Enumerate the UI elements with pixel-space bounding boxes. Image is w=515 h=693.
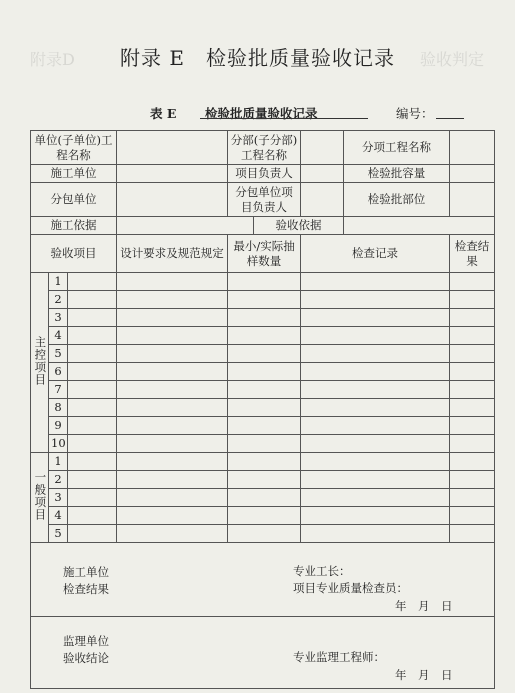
project-leader-value[interactable] bbox=[301, 165, 344, 183]
acceptance-basis-label: 验收依据 bbox=[254, 217, 344, 235]
row-number: 5 bbox=[49, 525, 68, 543]
table-number: 表 E bbox=[150, 106, 177, 121]
design-cell[interactable] bbox=[117, 471, 228, 489]
row-number: 9 bbox=[49, 417, 68, 435]
item-cell[interactable] bbox=[68, 489, 117, 507]
unit-project-value[interactable] bbox=[117, 131, 228, 165]
sub-project-label: 分部(子分部)工程名称 bbox=[228, 131, 301, 165]
info-row-basis bbox=[31, 217, 495, 235]
record-cell[interactable] bbox=[301, 345, 450, 363]
design-cell[interactable] bbox=[117, 435, 228, 453]
item-cell[interactable] bbox=[68, 309, 117, 327]
row-number: 1 bbox=[49, 453, 68, 471]
sample-cell[interactable] bbox=[228, 291, 301, 309]
record-cell[interactable] bbox=[301, 399, 450, 417]
table-name-underline bbox=[200, 118, 368, 119]
column-header-row bbox=[31, 235, 495, 273]
main-control-row bbox=[31, 345, 495, 363]
design-cell[interactable] bbox=[117, 489, 228, 507]
sample-cell[interactable] bbox=[228, 507, 301, 525]
construction-unit-value[interactable] bbox=[117, 165, 228, 183]
design-cell[interactable] bbox=[117, 327, 228, 345]
main-control-label-cell bbox=[31, 273, 49, 453]
construction-basis-label: 施工依据 bbox=[31, 217, 117, 235]
item-cell[interactable] bbox=[68, 525, 117, 543]
main-control-row bbox=[31, 363, 495, 381]
item-cell[interactable] bbox=[68, 327, 117, 345]
subcontractor-label: 分包单位 bbox=[31, 183, 117, 217]
sample-cell[interactable] bbox=[228, 363, 301, 381]
result-cell[interactable] bbox=[450, 435, 495, 453]
row-number: 4 bbox=[49, 507, 68, 525]
result-cell[interactable] bbox=[450, 291, 495, 309]
supervision-unit-label: 监理单位 bbox=[63, 634, 109, 648]
main-control-row bbox=[31, 309, 495, 327]
bleed-through-text-right: 验收判定 bbox=[420, 50, 485, 69]
main-control-row bbox=[31, 327, 495, 345]
row-number: 6 bbox=[49, 363, 68, 381]
row-number: 2 bbox=[49, 471, 68, 489]
main-control-row bbox=[31, 381, 495, 399]
sample-cell[interactable] bbox=[228, 471, 301, 489]
sample-cell[interactable] bbox=[228, 489, 301, 507]
construction-unit-sig-label: 施工单位 bbox=[63, 565, 109, 579]
general-row bbox=[31, 507, 495, 525]
main-control-row bbox=[31, 291, 495, 309]
quality-inspector-label: 项目专业质量检查员： bbox=[293, 581, 408, 595]
result-cell[interactable] bbox=[450, 399, 495, 417]
result-cell[interactable] bbox=[450, 453, 495, 471]
construction-date: 年 月 日 bbox=[395, 599, 453, 613]
info-row-subcontractor bbox=[31, 183, 495, 217]
general-row bbox=[31, 525, 495, 543]
design-cell[interactable] bbox=[117, 291, 228, 309]
general-label-cell bbox=[31, 453, 49, 543]
table-name: 检验批质量验收记录 bbox=[205, 106, 318, 121]
item-cell[interactable] bbox=[68, 273, 117, 291]
item-cell[interactable] bbox=[68, 471, 117, 489]
design-cell[interactable] bbox=[117, 345, 228, 363]
result-cell[interactable] bbox=[450, 381, 495, 399]
record-cell[interactable] bbox=[301, 327, 450, 345]
sub-project-leader-label: 分包单位项目负责人 bbox=[228, 183, 301, 217]
row-number: 10 bbox=[49, 435, 68, 453]
design-cell[interactable] bbox=[117, 273, 228, 291]
item-cell[interactable] bbox=[68, 417, 117, 435]
record-cell[interactable] bbox=[301, 453, 450, 471]
design-cell[interactable] bbox=[117, 363, 228, 381]
col-result: 检查结果 bbox=[450, 235, 495, 273]
design-cell[interactable] bbox=[117, 417, 228, 435]
general-row bbox=[31, 453, 495, 471]
main-control-row bbox=[31, 435, 495, 453]
item-cell[interactable] bbox=[68, 399, 117, 417]
row-number: 4 bbox=[49, 327, 68, 345]
result-cell[interactable] bbox=[450, 525, 495, 543]
main-control-row bbox=[31, 273, 495, 291]
sample-cell[interactable] bbox=[228, 435, 301, 453]
supervision-date: 年 月 日 bbox=[395, 668, 453, 682]
sub-project-value[interactable] bbox=[301, 131, 344, 165]
design-cell[interactable] bbox=[117, 525, 228, 543]
record-cell[interactable] bbox=[301, 525, 450, 543]
main-control-row bbox=[31, 417, 495, 435]
info-row-project bbox=[31, 131, 495, 165]
record-cell[interactable] bbox=[301, 363, 450, 381]
construction-unit-label: 施工单位 bbox=[31, 165, 117, 183]
page-title: 附录 E 检验批质量验收记录 bbox=[120, 46, 395, 70]
item-project-label: 分项工程名称 bbox=[344, 131, 450, 165]
construction-signature-row bbox=[31, 543, 495, 617]
batch-capacity-value[interactable] bbox=[450, 165, 495, 183]
design-cell[interactable] bbox=[117, 309, 228, 327]
item-project-value[interactable] bbox=[450, 131, 495, 165]
subcontractor-value[interactable] bbox=[117, 183, 228, 217]
record-cell[interactable] bbox=[301, 417, 450, 435]
row-number: 3 bbox=[49, 489, 68, 507]
result-cell[interactable] bbox=[450, 507, 495, 525]
item-cell[interactable] bbox=[68, 291, 117, 309]
code-label: 编号： bbox=[396, 106, 434, 121]
table-caption bbox=[0, 104, 515, 122]
general-row bbox=[31, 471, 495, 489]
general-row bbox=[31, 489, 495, 507]
item-cell[interactable] bbox=[68, 381, 117, 399]
sample-cell[interactable] bbox=[228, 345, 301, 363]
foreman-label: 专业工长： bbox=[293, 564, 351, 578]
info-row-construction bbox=[31, 165, 495, 183]
item-cell[interactable] bbox=[68, 507, 117, 525]
supervision-signature-cell[interactable] bbox=[31, 617, 495, 689]
result-cell[interactable] bbox=[450, 345, 495, 363]
record-cell[interactable] bbox=[301, 435, 450, 453]
sample-cell[interactable] bbox=[228, 453, 301, 471]
check-result-label: 检查结果 bbox=[63, 582, 109, 596]
row-number: 2 bbox=[49, 291, 68, 309]
col-record: 检查记录 bbox=[301, 235, 450, 273]
record-cell[interactable] bbox=[301, 507, 450, 525]
result-cell[interactable] bbox=[450, 363, 495, 381]
batch-location-value[interactable] bbox=[450, 183, 495, 217]
item-cell[interactable] bbox=[68, 453, 117, 471]
record-cell[interactable] bbox=[301, 471, 450, 489]
code-field[interactable] bbox=[436, 118, 464, 119]
row-number: 3 bbox=[49, 309, 68, 327]
construction-signature-cell[interactable] bbox=[31, 543, 495, 617]
sub-project-leader-value[interactable] bbox=[301, 183, 344, 217]
row-number: 8 bbox=[49, 399, 68, 417]
row-number: 1 bbox=[49, 273, 68, 291]
result-cell[interactable] bbox=[450, 489, 495, 507]
supervision-engineer-label: 专业监理工程师： bbox=[293, 650, 385, 664]
row-number: 7 bbox=[49, 381, 68, 399]
record-cell[interactable] bbox=[301, 291, 450, 309]
item-cell[interactable] bbox=[68, 435, 117, 453]
sample-cell[interactable] bbox=[228, 525, 301, 543]
result-cell[interactable] bbox=[450, 273, 495, 291]
design-cell[interactable] bbox=[117, 453, 228, 471]
design-cell[interactable] bbox=[117, 507, 228, 525]
row-number: 5 bbox=[49, 345, 68, 363]
acceptance-basis-value[interactable] bbox=[344, 217, 495, 235]
batch-capacity-label: 检验批容量 bbox=[344, 165, 450, 183]
design-cell[interactable] bbox=[117, 381, 228, 399]
sample-cell[interactable] bbox=[228, 273, 301, 291]
bleed-through-text-left: 附录D bbox=[30, 50, 75, 69]
sample-cell[interactable] bbox=[228, 399, 301, 417]
batch-location-label: 检验批部位 bbox=[344, 183, 450, 217]
result-cell[interactable] bbox=[450, 417, 495, 435]
sample-cell[interactable] bbox=[228, 327, 301, 345]
sample-cell[interactable] bbox=[228, 381, 301, 399]
main-control-label: 主控项目 bbox=[33, 335, 48, 386]
main-control-row bbox=[31, 399, 495, 417]
col-item: 验收项目 bbox=[31, 235, 117, 273]
col-sample: 最小/实际抽样数量 bbox=[228, 235, 301, 273]
inspection-batch-form bbox=[30, 130, 495, 689]
acceptance-conclusion-label: 验收结论 bbox=[63, 651, 109, 665]
record-cell[interactable] bbox=[301, 381, 450, 399]
construction-basis-value[interactable] bbox=[117, 217, 254, 235]
design-cell[interactable] bbox=[117, 399, 228, 417]
col-design: 设计要求及规范规定 bbox=[117, 235, 228, 273]
general-label: 一般项目 bbox=[33, 470, 48, 521]
sample-cell[interactable] bbox=[228, 417, 301, 435]
result-cell[interactable] bbox=[450, 327, 495, 345]
item-cell[interactable] bbox=[68, 363, 117, 381]
unit-project-label: 单位(子单位)工程名称 bbox=[31, 131, 117, 165]
record-cell[interactable] bbox=[301, 273, 450, 291]
record-cell[interactable] bbox=[301, 309, 450, 327]
record-cell[interactable] bbox=[301, 489, 450, 507]
supervision-signature-row bbox=[31, 617, 495, 689]
result-cell[interactable] bbox=[450, 471, 495, 489]
project-leader-label: 项目负责人 bbox=[228, 165, 301, 183]
item-cell[interactable] bbox=[68, 345, 117, 363]
result-cell[interactable] bbox=[450, 309, 495, 327]
sample-cell[interactable] bbox=[228, 309, 301, 327]
